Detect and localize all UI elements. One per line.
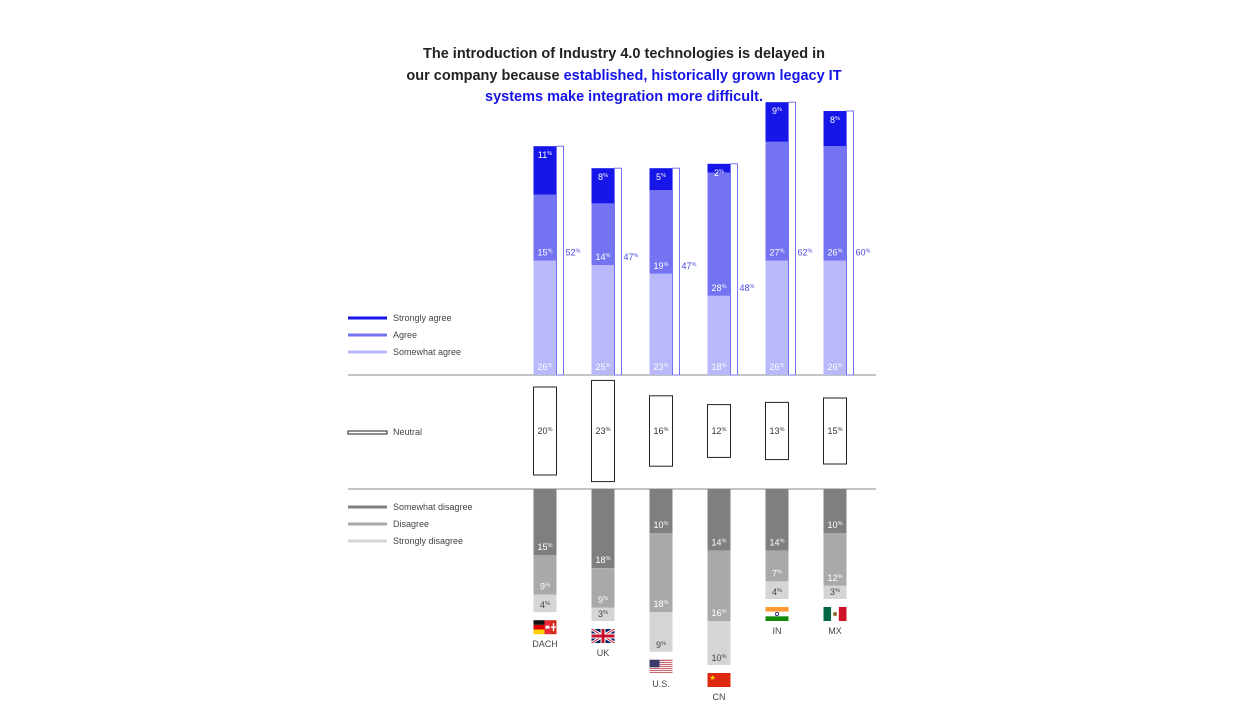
label-somewhat-agree-cn: 18%: [711, 362, 727, 372]
mx-flag-icon: [824, 607, 847, 621]
label-somewhat-disagree-us: 10%: [653, 520, 669, 530]
label-strongly-agree-uk: 8%: [598, 172, 608, 183]
bar-somewhat-agree-in: [766, 261, 789, 375]
dach-flag-icon: [534, 620, 557, 634]
title-line-2-plain: our company because: [406, 67, 564, 84]
uk-flag-icon: [592, 629, 615, 643]
svg-text:★: ★: [709, 675, 716, 682]
title-line-3-highlight: systems make integration more difficult.: [485, 89, 763, 105]
label-strongly-agree-in: 9%: [772, 106, 782, 117]
label-somewhat-agree-us: 23%: [653, 362, 669, 372]
total-bracket-dach: [557, 146, 564, 375]
category-label-dach: DACH: [532, 639, 558, 650]
label-disagree-dach: 9%: [540, 581, 550, 592]
total-bracket-mx: [847, 111, 854, 375]
label-strongly-agree-mx: 8%: [830, 115, 840, 125]
label-somewhat-disagree-dach: 15%: [537, 542, 553, 552]
bar-somewhat-agree-mx: [824, 261, 847, 375]
label-disagree-uk: 9%: [598, 594, 608, 605]
label-strongly-agree-cn: 2%: [714, 167, 724, 178]
legend-label-strongly-agree: Strongly agree: [393, 313, 452, 323]
in-flag-icon: [766, 607, 789, 621]
label-neutral-in: 13%: [769, 426, 785, 436]
label-agree-cn: 28%: [711, 282, 727, 293]
label-neutral-us: 16%: [653, 426, 669, 436]
label-somewhat-disagree-uk: 18%: [595, 555, 611, 566]
category-label-cn: CN: [712, 692, 726, 702]
label-strongly-disagree-mx: 3%: [830, 587, 840, 597]
label-strongly-disagree-uk: 3%: [598, 609, 608, 619]
label-total-agree-dach: 52%: [565, 247, 581, 258]
label-disagree-mx: 12%: [827, 572, 843, 583]
total-bracket-in: [789, 102, 796, 375]
label-somewhat-disagree-mx: 10%: [827, 520, 843, 530]
label-agree-in: 27%: [769, 247, 785, 258]
bar-agree-mx: [824, 146, 847, 260]
label-disagree-cn: 16%: [711, 608, 727, 618]
legend-label-agree: Agree: [393, 330, 418, 340]
label-total-agree-uk: 47%: [623, 252, 639, 262]
label-strongly-disagree-dach: 4%: [540, 600, 550, 611]
label-total-agree-us: 47%: [681, 260, 697, 271]
label-agree-mx: 26%: [827, 247, 843, 258]
label-neutral-uk: 23%: [595, 426, 611, 436]
label-somewhat-agree-in: 26%: [769, 362, 785, 372]
bar-somewhat-agree-dach: [534, 261, 557, 375]
legend-label-neutral: Neutral: [393, 427, 423, 437]
label-somewhat-disagree-in: 14%: [769, 537, 785, 548]
cn-flag-icon: [708, 673, 731, 687]
label-disagree-us: 18%: [653, 599, 669, 610]
category-label-uk: UK: [596, 648, 610, 658]
label-total-agree-cn: 48%: [739, 282, 755, 293]
label-somewhat-disagree-cn: 14%: [711, 537, 727, 548]
category-label-in: IN: [772, 626, 782, 636]
label-agree-us: 19%: [653, 260, 669, 271]
label-neutral-dach: 20%: [537, 426, 553, 436]
legend-swatch-neutral: [348, 431, 387, 434]
legend-label-strongly-disagree: Strongly disagree: [393, 536, 464, 546]
total-bracket-uk: [615, 168, 622, 375]
label-agree-uk: 14%: [595, 252, 611, 262]
us-flag-icon: [650, 660, 673, 674]
label-somewhat-agree-uk: 25%: [595, 362, 611, 372]
legend-label-disagree: Disagree: [393, 519, 430, 529]
title-line-2-highlight: established, historically grown legacy IT: [563, 67, 842, 84]
label-total-agree-mx: 60%: [855, 247, 871, 258]
total-bracket-us: [673, 168, 680, 375]
title-line-1: The introduction of Industry 4.0 technologies is delayed in: [422, 46, 826, 62]
label-disagree-in: 7%: [772, 568, 782, 579]
bar-somewhat-agree-uk: [592, 265, 615, 375]
bar-agree-cn: [708, 173, 731, 296]
bar-somewhat-agree-us: [650, 274, 673, 375]
category-label-mx: MX: [828, 626, 842, 636]
label-agree-dach: 15%: [537, 247, 553, 258]
label-somewhat-agree-mx: 26%: [827, 362, 843, 372]
label-strongly-disagree-us: 9%: [656, 639, 666, 650]
label-strongly-agree-us: 5%: [656, 172, 666, 183]
label-neutral-cn: 12%: [711, 426, 727, 436]
label-somewhat-agree-dach: 26%: [537, 362, 553, 372]
legend-label-somewhat-disagree: Somewhat disagree: [393, 502, 473, 512]
label-total-agree-in: 62%: [797, 247, 813, 258]
label-strongly-disagree-in: 4%: [772, 587, 782, 597]
bar-agree-in: [766, 142, 789, 261]
label-neutral-mx: 15%: [827, 426, 843, 436]
total-bracket-cn: [731, 164, 738, 375]
label-strongly-disagree-cn: 10%: [711, 653, 727, 663]
category-label-us: U.S.: [652, 678, 670, 689]
legend-label-somewhat-agree: Somewhat agree: [393, 347, 462, 357]
label-strongly-agree-dach: 11%: [537, 150, 553, 161]
